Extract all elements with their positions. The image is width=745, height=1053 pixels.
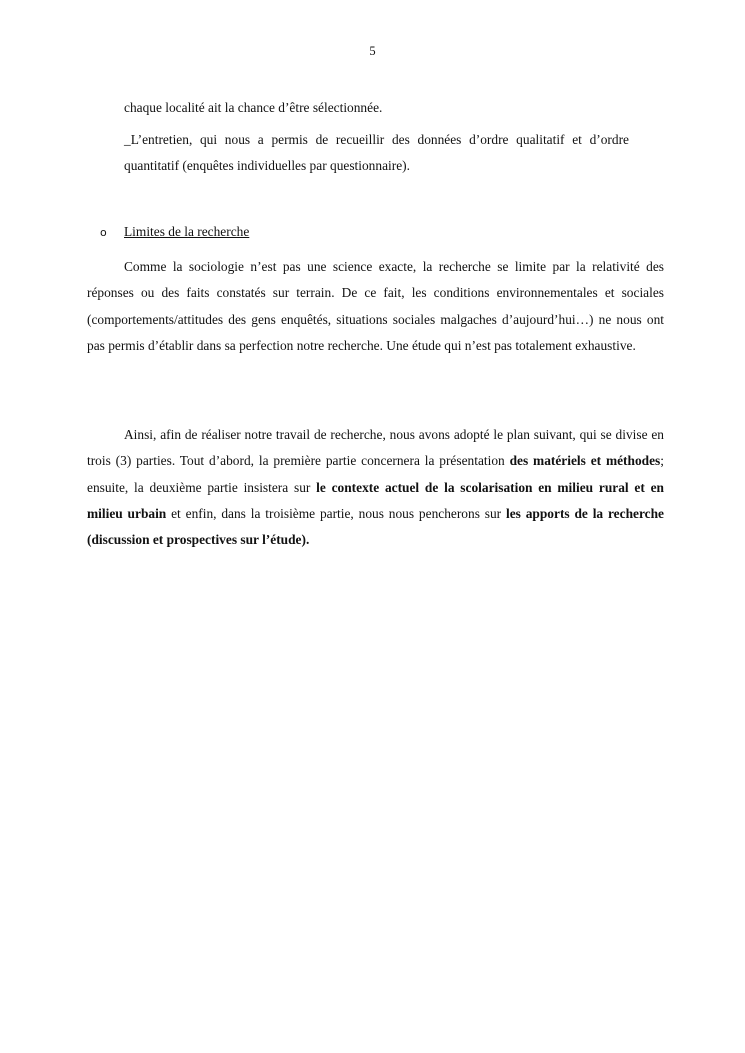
interview-paragraph: _L’entretien, qui nous a permis de recueillir des données d’ordre qualitatif et d’ordre quantitatif (enquêtes individuelles par questionnaire). (124, 132, 629, 174)
bullet-circle-icon: o (100, 226, 107, 239)
limits-section-heading: Limites de la recherche (124, 224, 250, 239)
limits-section-heading-row (100, 222, 249, 243)
plan-text-3: et enfin, dans la troisième partie, nous nous pencherons sur (166, 505, 506, 521)
limits-paragraph: Comme la sociologie n’est pas une science exacte, la recherche se limite par la relativité des réponses ou des faits constatés sur terrain. De ce fait, les conditions environnementales et sociales (comportements/attitudes des gens enquêtés, situations sociales malgaches d’aujourd’hui…) ne nous ont pas permis d’établir dans sa perfection notre recherche. Une étude qui n’est pas totalement exhaustive. (87, 259, 664, 353)
plan-text-2: ; ensuite, la deuxième partie insistera sur (87, 453, 664, 495)
plan-text-1: Ainsi, afin de réaliser notre travail de recherche, nous avons adopté le plan suivant, qui se divise en trois (3) parties. Tout d’abord, la première partie concernera la présentation (87, 427, 664, 469)
continuation-line: chaque localité ait la chance d’être sélectionnée. (124, 100, 383, 115)
plan-bold-materials-methods: des matériels et méthodes (509, 453, 661, 469)
page-number: 5 (369, 44, 376, 58)
plan-paragraph (87, 422, 664, 553)
plan-bold-context: le contexte actuel de la scolarisation en milieu rural et en milieu urbain (87, 479, 664, 521)
plan-bold-contributions: les apports de la recherche (discussion et prospectives sur l’étude). (87, 505, 664, 548)
